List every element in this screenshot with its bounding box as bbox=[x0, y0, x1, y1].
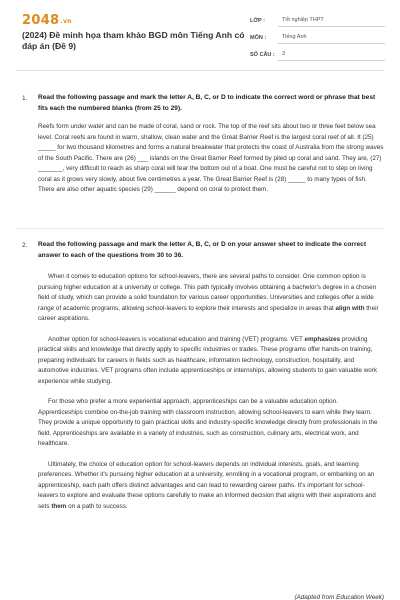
document-header bbox=[0, 0, 400, 66]
question-divider bbox=[16, 228, 384, 229]
passage-paragraph: Reefs form under water and can be made of coral, sand or rock. The top of the reef sits about two or three feet below sea level. Coral reefs are found in warm, shallow, clean water and the Great Barrier Reef is the largest coral reef of all. It (25) _____ for two thousand kilometres and forms a natural breakwater that protects the coast of Australia from the strong waves of the South Pacific. There are (26) ___ islands on the Great Barrier Reef formed by piled up coral and sand. They are, (27) _______, very difficult to reach as sharp coral will tear the bottom out of a boat. One must be careful not to step on living coral as it grows very slowly, about five centimetres a year. The Great Barrier Reef is (28) _____ to many types of fish. There are also other aquatic species (29) ______ depend on coral to protect them. bbox=[38, 123, 384, 193]
meta-label: MÔN : bbox=[250, 34, 267, 41]
passage-text: Another option for school-leavers is vocational education and training (VET) programs. VET bbox=[48, 335, 305, 343]
passage-text: on a path to success. bbox=[66, 502, 128, 510]
question-prompt: Read the following passage and mark the letter A, B, C, or D to indicate the correct word or phrase that best fits each the numbered blanks (from 25 to 29). bbox=[38, 94, 376, 112]
question-number: 1. bbox=[22, 95, 28, 102]
passage-text: providing practical skills and knowledge that directly apply to specific industries or trades. These programs offer hands-on training, preparing individuals for careers in fields such as healthcare, information technology, construction, hospitality, and automotive industries. VET programs often include apprenticeships or internships, allowing students to gain valuable work experience while studying. bbox=[38, 335, 378, 385]
emphasized-phrase: emphasizes bbox=[304, 335, 341, 343]
meta-row-subject bbox=[250, 30, 385, 45]
logo-text: 2048 bbox=[22, 13, 60, 28]
meta-row-question-count bbox=[250, 47, 385, 62]
meta-value: 3 bbox=[278, 49, 385, 61]
meta-label: SỐ CÂU : bbox=[250, 51, 275, 58]
logo-tld: .vn bbox=[60, 18, 72, 25]
passage-text: When it comes to education options for school-leavers, there are several paths to consider. One common option is pursuing higher education at a university or college. This path typically involves obtaining a bachelor's degree in a chosen field of study, which can provide a solid foundation for various career opportunities. Universities and colleges offer a wide range of academic programs, allowing school-leavers to explore their interests and specialize in areas that bbox=[38, 273, 377, 312]
passage bbox=[38, 272, 384, 522]
meta-table bbox=[250, 13, 385, 64]
emphasized-phrase: align with bbox=[335, 304, 365, 312]
passage-text: Ultimately, the choice of education option for school-leavers depends on individual interests, goals, and learning preferences. Whether it's pursuing higher education at a university, enrolling in a vocational program, or embarking on an apprenticeship, each path offers distinct advantages and can lead to rewarding career paths. It's important for school-leavers to explore and evaluate these options carefully to make an informed decision that aligns with their aspirations and sets bbox=[38, 460, 376, 510]
passage-paragraph bbox=[38, 460, 384, 513]
meta-value: Tiếng Anh bbox=[278, 32, 385, 44]
passage-paragraph bbox=[38, 272, 384, 325]
emphasized-phrase: them bbox=[51, 502, 67, 510]
meta-label: LỚP : bbox=[250, 17, 265, 24]
passage bbox=[38, 122, 384, 206]
document-title: (2024) Đề minh họa tham khảo BGD môn Tiếng Anh có đáp án (Đề 9) bbox=[22, 30, 245, 51]
header-divider bbox=[16, 70, 384, 71]
passage-paragraph: For those who prefer a more experiential approach, apprenticeships can be a valuable education option. Apprenticeships combine on-the-job training with classroom instruction, allowing school-leavers to earn while they learn. They provide a unique opportunity to gain practical skills and industry-specific knowledge directly from professionals in the field. Apprenticeships are available in a variety of industries, such as construction, culinary arts, electrical work, and healthcare. bbox=[38, 398, 378, 447]
passage-source: (Adapted from Education Week) bbox=[294, 594, 384, 600]
question-number: 2. bbox=[22, 242, 28, 249]
passage-text: their career aspirations. bbox=[38, 304, 379, 322]
meta-value: Tốt nghiệp THPT bbox=[278, 15, 385, 27]
site-logo[interactable] bbox=[22, 13, 72, 28]
meta-row-grade bbox=[250, 13, 385, 28]
passage-paragraph bbox=[38, 335, 384, 388]
question-prompt: Read the following passage and mark the letter A, B, C, or D on your answer sheet to indicate the correct answer to each of the questions from 30 to 36. bbox=[38, 241, 367, 259]
